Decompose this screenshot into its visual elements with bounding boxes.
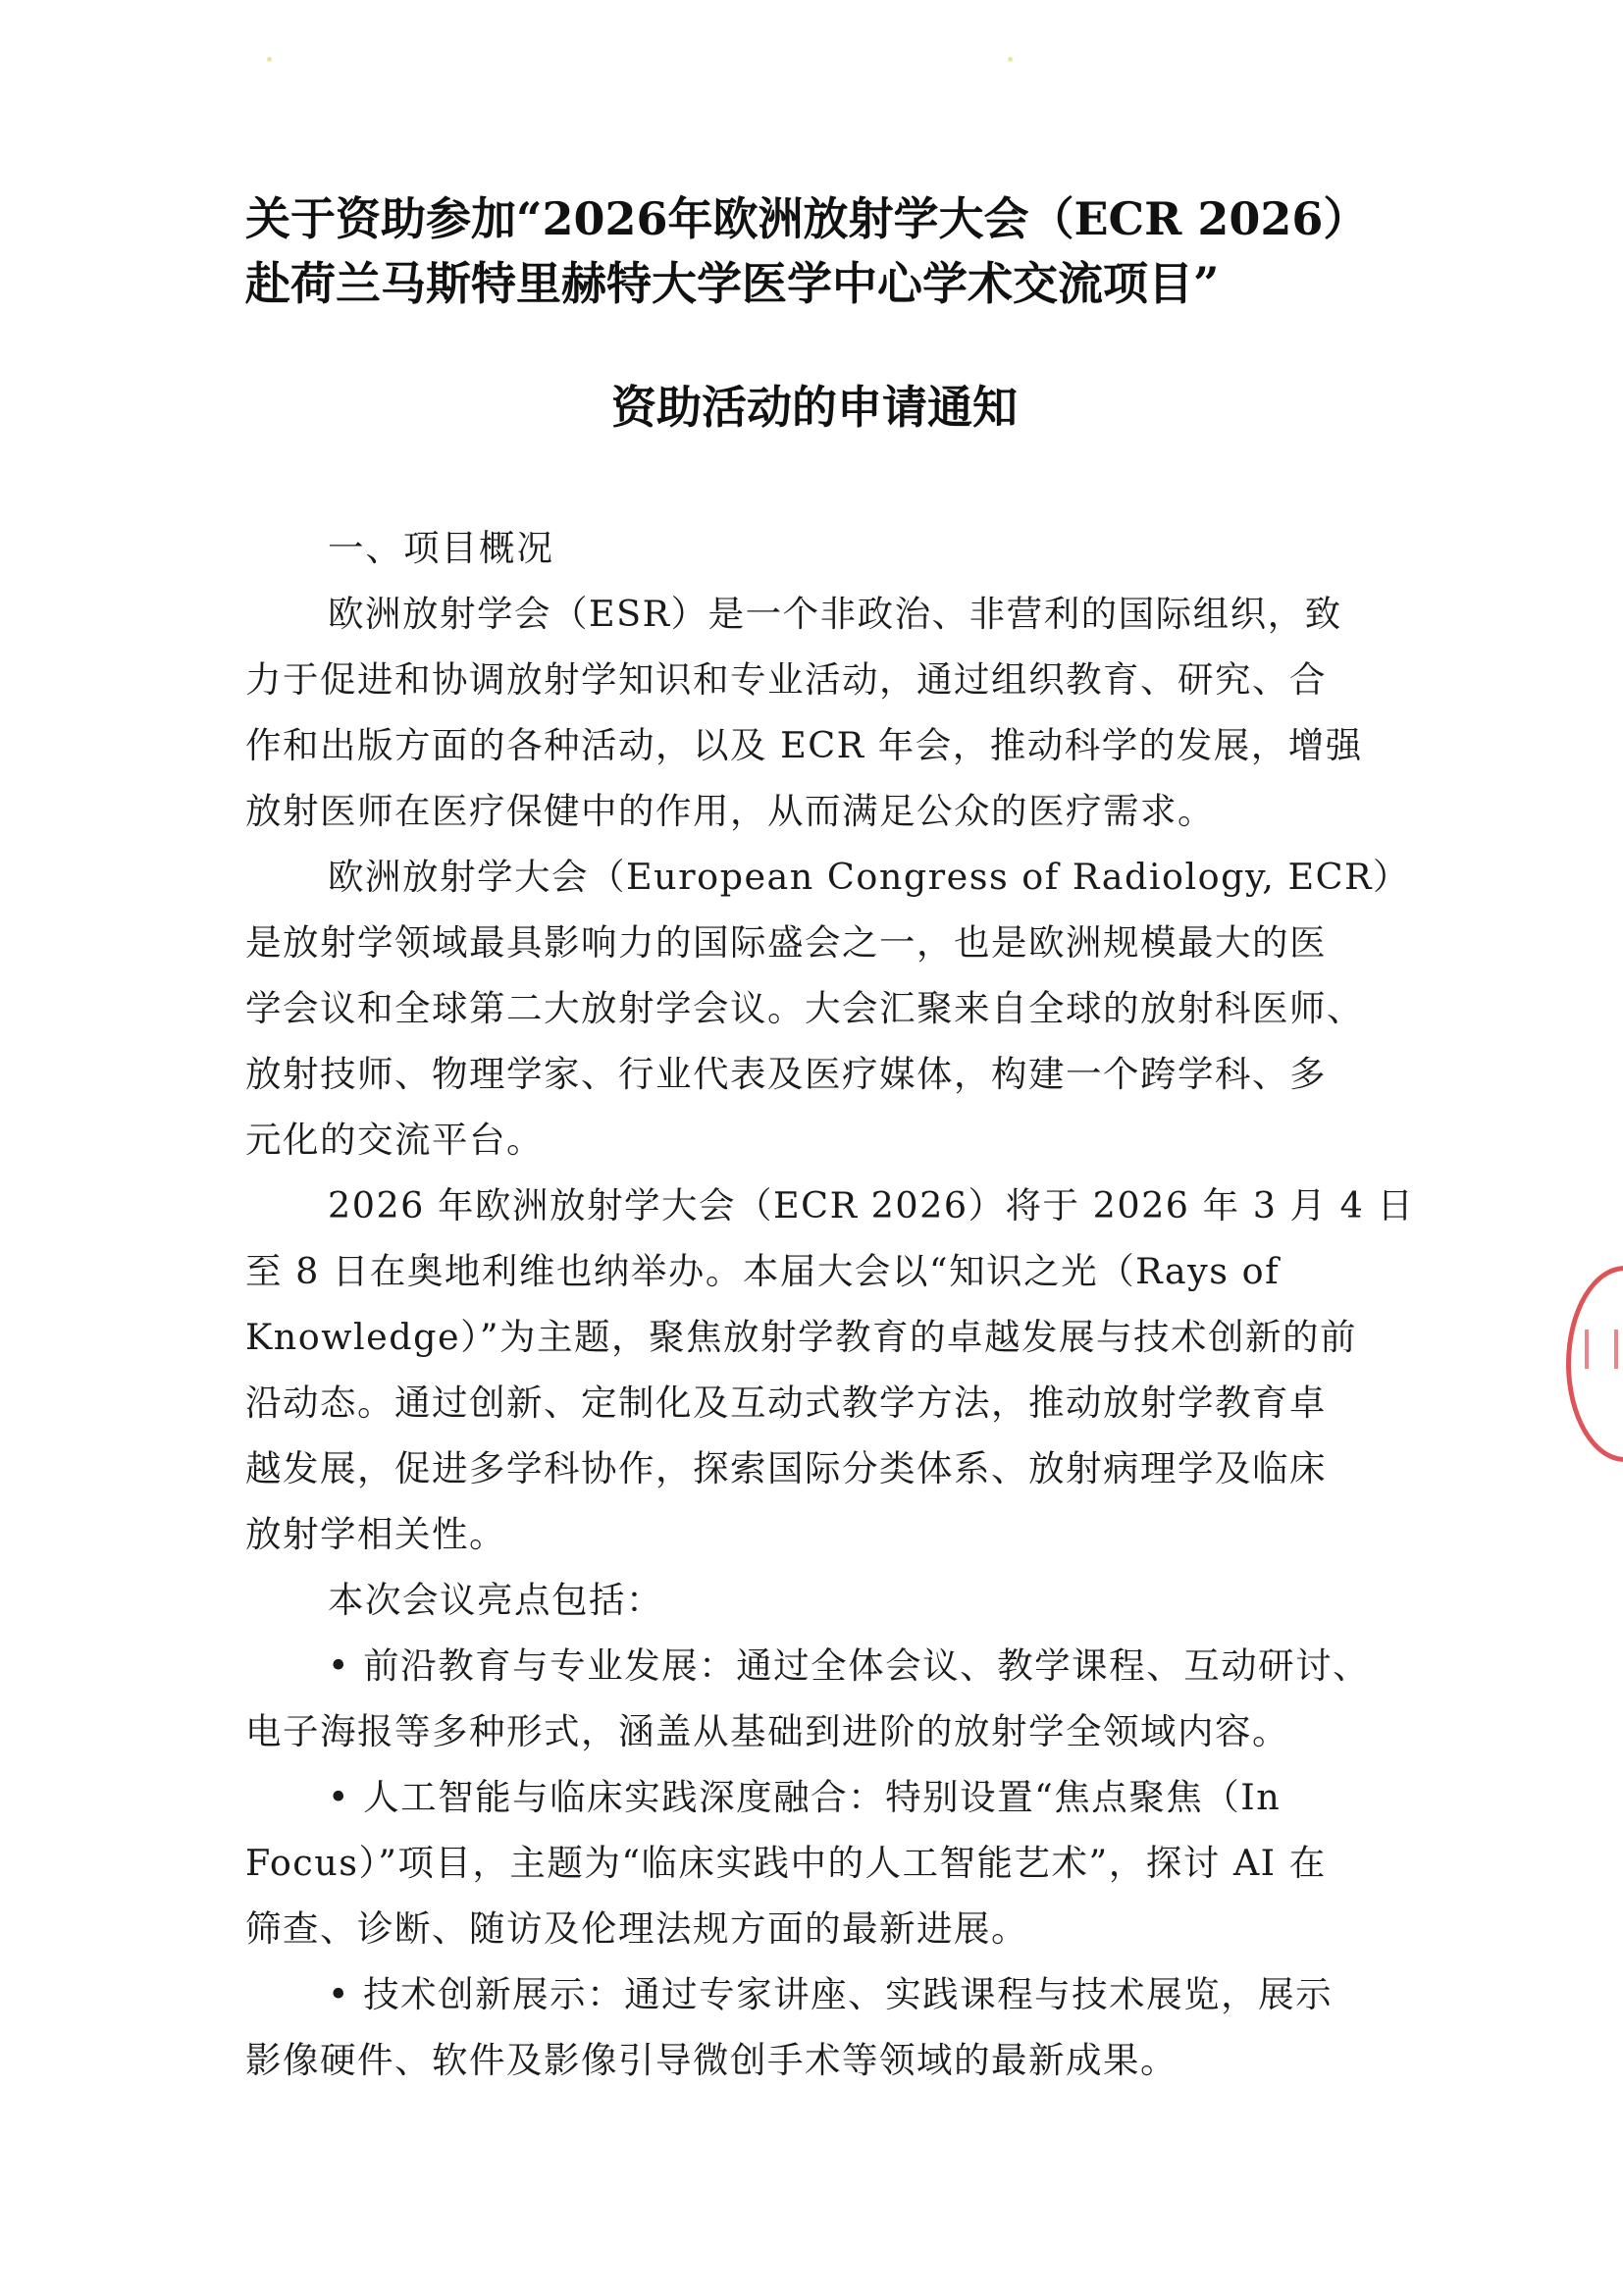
scan-speck xyxy=(1008,57,1013,62)
paragraph-line: 欧洲放射学大会（European Congress of Radiology, ECR） xyxy=(328,856,1411,898)
title-line-1: 关于资助参加“2026年欧洲放射学大会（ECR 2026） xyxy=(245,192,1369,245)
bullet-continuation: 影像硬件、软件及影像引导微创手术等领域的最新成果。 xyxy=(245,2039,1178,2081)
scan-speck xyxy=(267,57,272,62)
bullet-item: • 人工智能与临床实践深度融合：特别设置“焦点聚焦（In xyxy=(328,1776,1282,1818)
paragraph-line: 欧洲放射学会（ESR）是一个非政治、非营利的国际组织，致 xyxy=(328,593,1342,635)
highlights-intro: 本次会议亮点包括： xyxy=(328,1579,663,1621)
document-title xyxy=(245,186,1423,316)
paragraph-line: 放射技师、物理学家、行业代表及医疗媒体，构建一个跨学科、多 xyxy=(245,1053,1327,1095)
paragraph-line: 2026 年欧洲放射学大会（ECR 2026）将于 2026 年 3 月 4 日 xyxy=(328,1184,1415,1226)
document-body xyxy=(245,515,1423,2093)
red-seal-stamp xyxy=(1566,1266,1623,1462)
paragraph-line: 越发展，促进多学科协作，探索国际分类体系、放射病理学及临床 xyxy=(245,1447,1327,1489)
bullet-item: • 前沿教育与专业发展：通过全体会议、教学课程、互动研讨、 xyxy=(328,1644,1371,1687)
bullet-item: • 技术创新展示：通过专家讲座、实践课程与技术展览，展示 xyxy=(328,1973,1334,2015)
bullet-continuation: Focus）”项目，主题为“临床实践中的人工智能艺术”，探讨 AI 在 xyxy=(245,1842,1327,1884)
section-heading: 一、项目概况 xyxy=(328,527,554,569)
paragraph-line: 力于促进和协调放射学知识和专业活动，通过组织教育、研究、合 xyxy=(245,658,1327,701)
title-line-2: 赴荷兰马斯特里赫特大学医学中心学术交流项目” xyxy=(245,257,1220,310)
paragraph-line: 至 8 日在奥地利维也纳举办。本届大会以“知识之光（Rays of xyxy=(245,1250,1281,1292)
paragraph-line: 作和出版方面的各种活动，以及 ECR 年会，推动科学的发展，增强 xyxy=(245,724,1363,766)
bullet-continuation: 电子海报等多种形式，涵盖从基础到进阶的放射学全领域内容。 xyxy=(245,1710,1289,1752)
seal-mark xyxy=(1585,1330,1618,1369)
paragraph-line: 沿动态。通过创新、定制化及互动式教学方法，推动放射学教育卓 xyxy=(245,1382,1327,1424)
paragraph-line: 是放射学领域最具影响力的国际盛会之一，也是欧洲规模最大的医 xyxy=(245,921,1327,964)
title-line-3: 资助活动的申请通知 xyxy=(611,381,1018,434)
paragraph-line: 放射学相关性。 xyxy=(245,1513,506,1555)
bullet-continuation: 筛查、诊断、随访及伦理法规方面的最新进展。 xyxy=(245,1907,1028,1950)
paragraph-line: 放射医师在医疗保健中的作用，从而满足公众的医疗需求。 xyxy=(245,790,1215,832)
paragraph-line: 元化的交流平台。 xyxy=(245,1119,544,1161)
paragraph-line: 学会议和全球第二大放射学会议。大会汇聚来自全球的放射科医师、 xyxy=(245,987,1364,1029)
paragraph-line: Knowledge）”为主题，聚焦放射学教育的卓越发展与技术创新的前 xyxy=(245,1316,1358,1358)
